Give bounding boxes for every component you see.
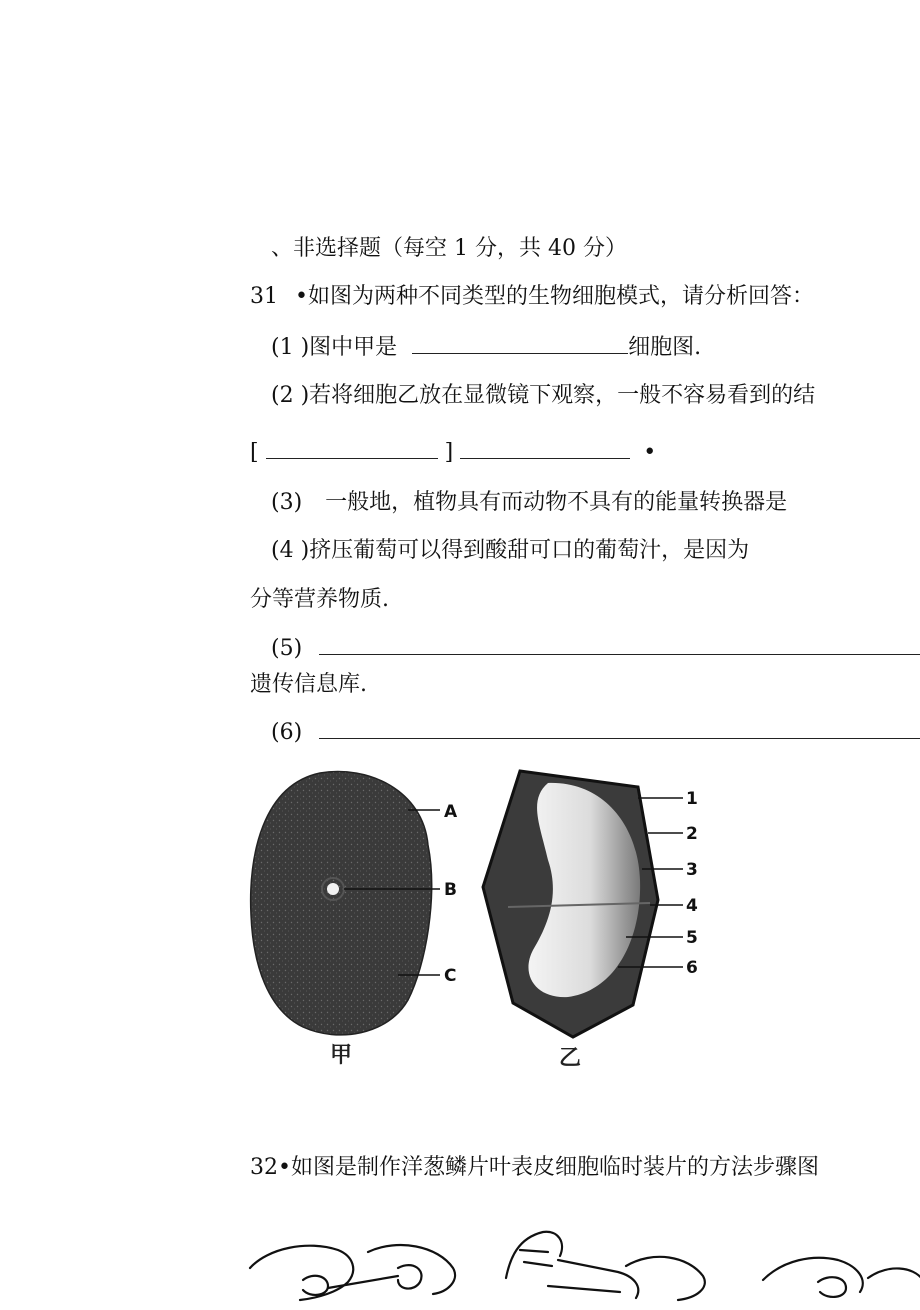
label-5: 5: [686, 928, 698, 948]
answer-blank-2b[interactable]: [460, 440, 630, 459]
label-6: 6: [686, 958, 698, 978]
cell-diagram-figure: [248, 765, 728, 1075]
jia-cell-body: [251, 772, 432, 1035]
question-31-stem: 31 •如图为两种不同类型的生物细胞模式，请分析回答：: [250, 284, 814, 309]
answer-blank-6[interactable]: [319, 720, 920, 739]
question-31-part-5: (5): [271, 636, 920, 662]
label-3: 3: [686, 860, 698, 880]
caption-jia: 甲: [330, 1043, 353, 1068]
answer-blank-2a[interactable]: [266, 440, 438, 459]
caption-yi: 乙: [559, 1046, 582, 1071]
label-b: B: [444, 880, 457, 900]
question-31-part-2: (2 )若将细胞乙放在显微镜下观察，一般不容易看到的结: [271, 383, 816, 408]
plant-cell-yi: [483, 771, 698, 1071]
answer-blank-1[interactable]: [412, 335, 628, 354]
label-a: A: [444, 802, 458, 822]
answer-blank-5[interactable]: [319, 636, 920, 655]
question-31-part-3: (3) 一般地，植物具有而动物不具有的能量转换器是: [271, 490, 788, 515]
question-31-part-5-cont: 遗传信息库.: [250, 672, 367, 697]
jia-nucleus: [327, 883, 339, 895]
question-31-part-6: (6): [271, 720, 920, 746]
question-31-part-4: (4 )挤压葡萄可以得到酸甜可口的葡萄汁，是因为: [271, 538, 750, 563]
question-31-part-4-cont: 分等营养物质.: [250, 587, 389, 612]
question-32-stem: 32•如图是制作洋葱鳞片叶表皮细胞临时装片的方法步骤图: [250, 1155, 819, 1180]
question-31-part-1: (1 )图中甲是 细胞图.: [271, 335, 702, 360]
label-c: C: [444, 966, 457, 986]
section-title: 、非选择题（每空 1 分，共 40 分）: [271, 236, 627, 261]
label-2: 2: [686, 824, 698, 844]
label-4: 4: [686, 896, 698, 916]
question-31-part-2-answer: [ ] •: [250, 440, 657, 465]
animal-cell-jia: [251, 772, 458, 1068]
slide-preparation-illustration: [248, 1220, 920, 1310]
label-1: 1: [686, 789, 698, 809]
